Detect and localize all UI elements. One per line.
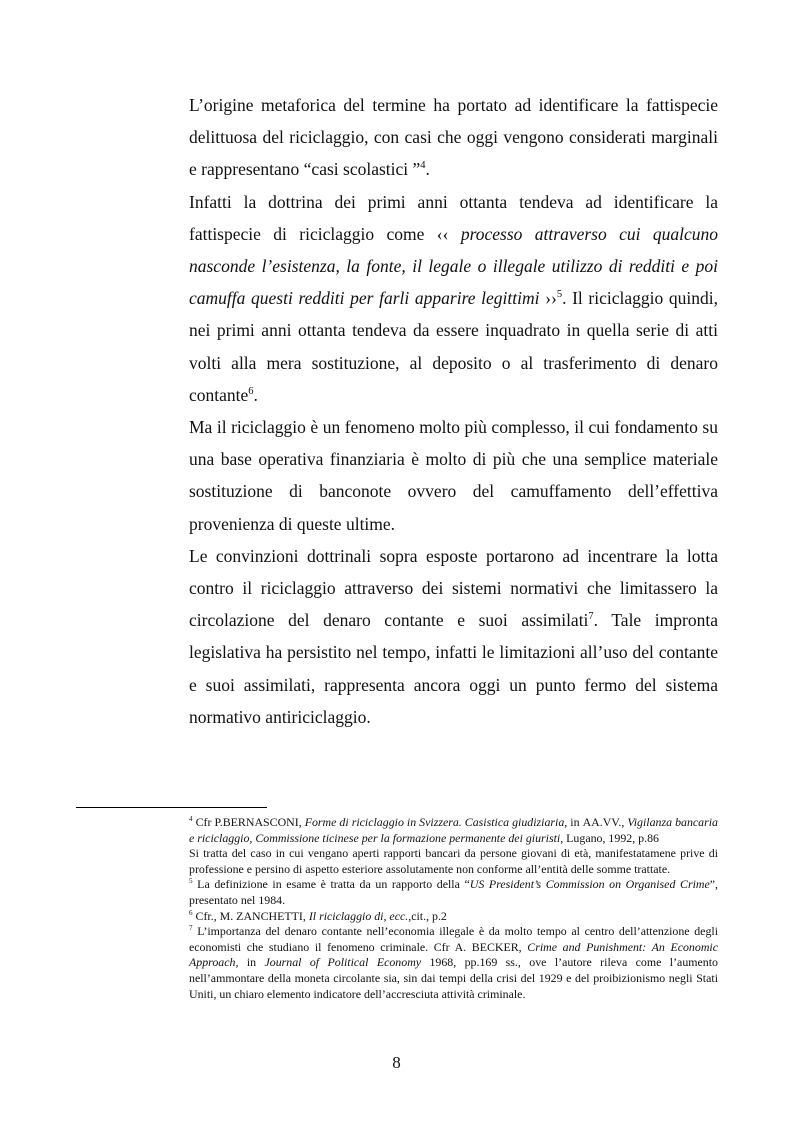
paragraph-1: L’origine metaforica del termine ha portato ad identificare la fattispecie delittuosa del riciclaggio, con casi che oggi vengono considerati marginali e rappresentano “casi scolastici ”$^4$. — [189, 95, 718, 180]
body-text — [189, 89, 718, 733]
footnote-separator — [76, 807, 267, 808]
footnote-number: 6 — [189, 908, 193, 917]
page-number: 8 — [392, 1053, 401, 1072]
footnote-number: 7 — [189, 924, 193, 933]
footnote-4-continued: Si tratta del caso in cui vengano aperti rapporti bancari da persone giovani di età, manifestatamene prive di professione e persino di aspetto esteriore assolutamente non conforme all’entità delle somme trattate. — [189, 846, 718, 876]
footnote-number: 4 — [189, 815, 193, 824]
paragraph-2: Infatti la dottrina dei primi anni ottanta tendeva ad identificare la fattispecie di riciclaggio come ‹‹ processo attraverso cui qualcuno nasconde l’esistenza, la fonte, il legale o illegale utilizzo di redditi e poi camuffa questi redditi per farli apparire legittimi ››$^5$. Il riciclaggio quindi, nei primi anni ottanta tendeva da essere inquadrato in quella serie di atti volti alla mera sostituzione, al deposito o al trasferimento di denaro contante$^6$. — [189, 191, 718, 405]
footnotes — [189, 815, 718, 1002]
definition-quote: processo attraverso cui qualcuno nasconde l’esistenza, la fonte, il legale o illegale utilizzo di redditi e poi camuffa questi redditi per farli apparire legittimi — [189, 223, 718, 309]
footnote-6: $^6$ Cfr., M. ZANCHETTI, Il riciclaggio di, ecc.,cit., p.2 — [189, 908, 447, 923]
footnote-7: $^7$ L’importanza del denaro contante nell’economia illegale è da molto tempo al centro dell’attenzione degli economisti che studiano il fenomeno criminale. Cfr A. BECKER, Crime and Punishment: An Economic Approach, in Journal of Political Economy 1968, pp.169 ss., ove l’autore rileva come l’aumento nell’ammontare della moneta circolante sia, sin dai tempi della crisi del 1929 e del proibizionismo negli Stati Uniti, un chiaro elemento indicatore dell’accresciuta attività criminale. — [189, 924, 718, 1001]
footnote-ref-7[interactable]: 7 — [588, 611, 594, 623]
author-name: P.BERNASCONI, — [214, 815, 302, 829]
footnote-ref-5[interactable]: 5 — [556, 289, 563, 301]
footnote-ref-4[interactable]: 4 — [420, 160, 426, 172]
footnote-ref-6[interactable]: 6 — [248, 386, 254, 397]
paragraph-3: Ma il riciclaggio è un fenomeno molto più complesso, il cui fondamento su una base operativa finanziaria è molto di più che una semplice materiale sostituzione di banconote ovvero del camuffamento dell’effettiva provenienza di queste ultime. — [189, 417, 718, 534]
footnote-5: $^5$ La definizione in esame è tratta da un rapporto della “US President’s Commission on Organised Crime”, presentato nel 1984. — [189, 877, 719, 907]
footnote-number: 5 — [189, 877, 193, 886]
paragraph-4: Le convinzioni dottrinali sopra esposte portarono ad incentrare la lotta contro il riciclaggio attraverso dei sistemi normativi che limitassero la circolazione del denaro contante e suoi assimilati$^7$. Tale impronta legislativa ha persistito nel tempo, infatti le limitazioni all’uso del contante e suoi assimilati, rappresenta ancora oggi un punto fermo del sistema normativo antiriciclaggio. — [189, 545, 718, 727]
footnote-4: $^4$ Cfr P.BERNASCONI, Forme di riciclaggio in Svizzera. Casistica giudiziaria, in AA.VV., Vigilanza bancaria e riciclaggio, Commissione ticinese per la formazione permanente dei giuristi, Lugano, 1992, p.86 — [189, 815, 719, 845]
